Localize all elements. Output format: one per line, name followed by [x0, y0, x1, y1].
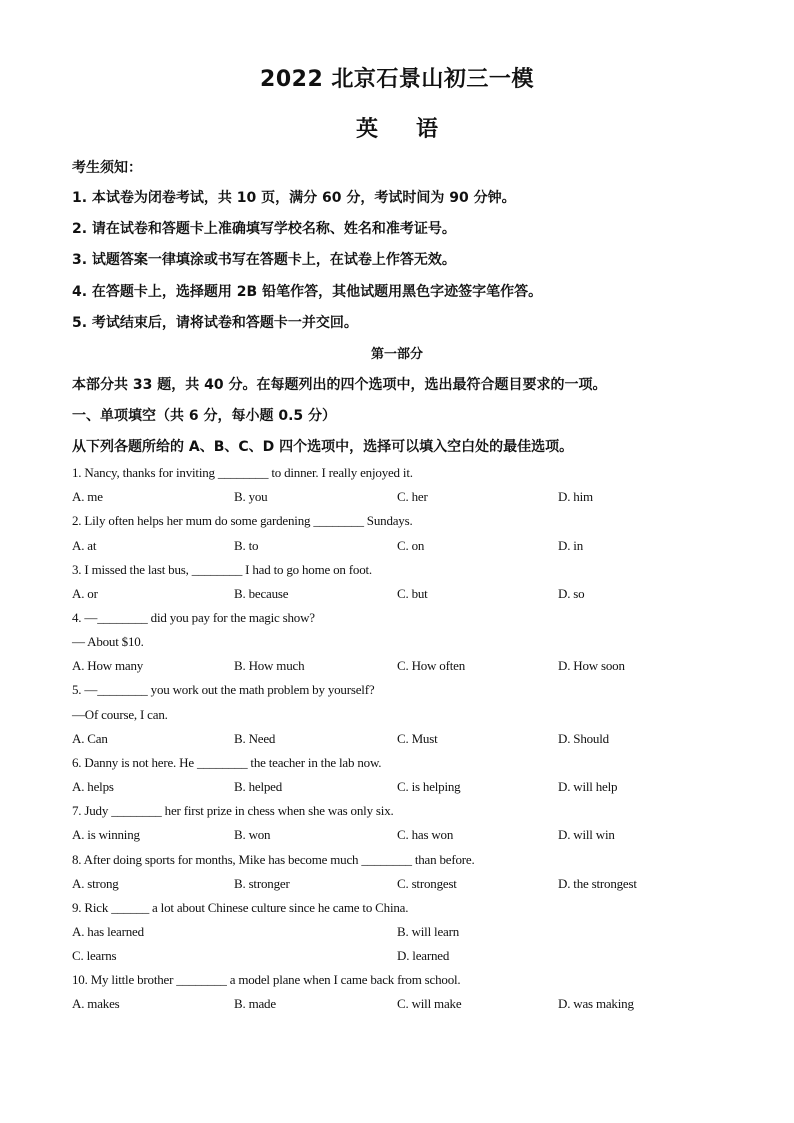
option-b: B. made	[234, 996, 276, 1011]
option-a: A. How many	[72, 658, 144, 673]
part-intro: 本部分共 33 题，共 40 分。在每题列出的四个选项中，选出最符合题目要求的一项。	[72, 377, 607, 393]
option-c: C. strongest	[397, 876, 457, 891]
option-d: D. Should	[558, 731, 609, 746]
option-c: C. on	[397, 538, 425, 553]
option-d: D. him	[558, 489, 593, 504]
subject-title: 英语	[355, 117, 476, 142]
question-stem: 4. —________ did you pay for the magic show?	[72, 610, 315, 625]
option-d: D. so	[558, 586, 585, 601]
option-c: C. but	[397, 586, 428, 601]
option-a: A. or	[72, 586, 98, 601]
option-a: A. helps	[72, 779, 114, 794]
option-d: D. will win	[558, 827, 615, 842]
option-a: A. is winning	[72, 827, 140, 842]
question-stem: 2. Lily often helps her mum do some gardening ________ Sundays.	[72, 513, 413, 528]
question-stem: 9. Rick ______ a lot about Chinese culture since he came to China.	[72, 900, 409, 915]
question-stem: 7. Judy ________ her first prize in chess when she was only six.	[72, 803, 394, 818]
option-c: C. How often	[397, 658, 466, 673]
notice-item: 2. 请在试卷和答题卡上准确填写学校名称、姓名和准考证号。	[72, 221, 456, 237]
notice-heading: 考生须知：	[72, 160, 142, 176]
part-title: 第一部分	[370, 347, 423, 362]
option-d: D. learned	[397, 948, 450, 963]
question-stem: 5. —________ you work out the math problem by yourself?	[72, 682, 375, 697]
question-stem: 6. Danny is not here. He ________ the teacher in the lab now.	[72, 755, 382, 770]
question-response: —Of course, I can.	[72, 707, 168, 722]
option-d: D. the strongest	[558, 876, 637, 891]
option-d: D. How soon	[558, 658, 625, 673]
option-a: A. makes	[72, 996, 120, 1011]
option-a: A. me	[72, 489, 103, 504]
section-instruction: 从下列各题所给的 A、B、C、D 四个选项中，选择可以填入空白处的最佳选项。	[72, 439, 574, 455]
option-b: B. because	[234, 586, 289, 601]
option-b: B. helped	[234, 779, 283, 794]
question-stem: 10. My little brother ________ a model plane when I came back from school.	[72, 972, 461, 987]
option-a: A. Can	[72, 731, 108, 746]
option-a: A. at	[72, 538, 97, 553]
question-response: — About $10.	[72, 634, 144, 649]
option-b: B. Need	[234, 731, 276, 746]
question-stem: 8. After doing sports for months, Mike has become much ________ than before.	[72, 852, 475, 867]
option-c: C. has won	[397, 827, 454, 842]
option-b: B. to	[234, 538, 259, 553]
option-b: B. How much	[234, 658, 305, 673]
exam-title: 2022 北京石景山初三一模	[260, 67, 534, 92]
option-d: D. will help	[558, 779, 618, 794]
option-d: D. in	[558, 538, 584, 553]
option-c: C. Must	[397, 731, 438, 746]
section-title: 一、单项填空（共 6 分，每小题 0.5 分）	[72, 408, 337, 424]
question-stem: 3. I missed the last bus, ________ I had to go home on foot.	[72, 562, 372, 577]
option-b: B. stronger	[234, 876, 290, 891]
notice-item: 5. 考试结束后，请将试卷和答题卡一并交回。	[72, 315, 358, 331]
option-d: D. was making	[558, 996, 634, 1011]
option-c: C. will make	[397, 996, 462, 1011]
question-stem: 1. Nancy, thanks for inviting ________ to dinner. I really enjoyed it.	[72, 465, 413, 480]
option-c: C. her	[397, 489, 428, 504]
option-b: B. you	[234, 489, 268, 504]
option-c: C. is helping	[397, 779, 461, 794]
notice-item: 3. 试题答案一律填涂或书写在答题卡上，在试卷上作答无效。	[72, 252, 456, 268]
option-c: C. learns	[72, 948, 117, 963]
option-a: A. strong	[72, 876, 119, 891]
option-b: B. won	[234, 827, 271, 842]
notice-item: 4. 在答题卡上，选择题用 2B 铅笔作答，其他试题用黑色字迹签字笔作答。	[72, 284, 543, 300]
option-a: A. has learned	[72, 924, 144, 939]
option-b: B. will learn	[397, 924, 460, 939]
notice-item: 1. 本试卷为闭卷考试，共 10 页，满分 60 分，考试时间为 90 分钟。	[72, 190, 516, 206]
